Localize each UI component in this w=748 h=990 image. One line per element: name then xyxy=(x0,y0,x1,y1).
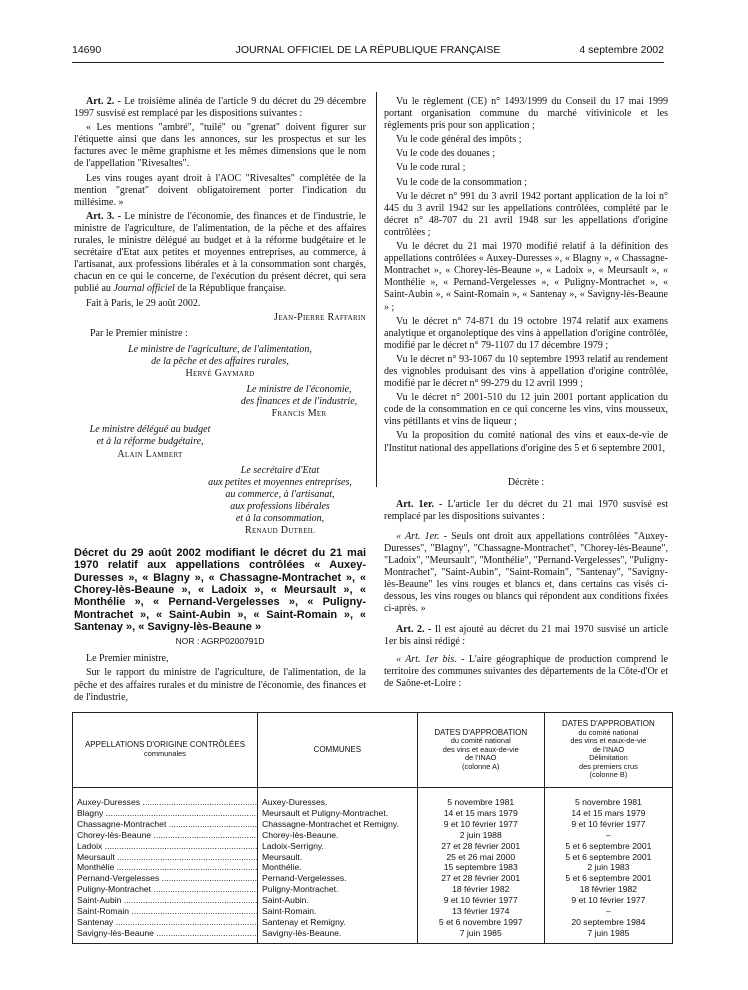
communes-cell: Savigny-lès-Beaune. xyxy=(258,928,418,943)
header-b-l7: (colonne B) xyxy=(589,770,628,780)
communes-cell: Pernand-Vergelesses. xyxy=(258,873,418,884)
sig1-line1: Le ministre de l'agriculture, de l'alimentation, xyxy=(128,343,312,355)
fait-a-paris: Fait à Paris, le 29 août 2002. xyxy=(86,297,201,309)
date-b-cell: 7 juin 1985 xyxy=(544,928,672,943)
communes-cell: Auxey-Duresses. xyxy=(258,788,418,808)
communes-cell: Chassagne-Montrachet et Remigny. xyxy=(258,819,418,830)
visa-5: Vu le code de la consommation ; xyxy=(396,176,528,188)
date-b-cell: – xyxy=(544,830,672,841)
signature-agriculture xyxy=(74,344,366,380)
visa-2: Vu le code général des impôts ; xyxy=(396,134,522,146)
article-3-text: Le ministre de l'économie, des finances et de l'industrie, le ministre de l'agriculture, de l'alimentation, de la pêche et des affaires rurales, le ministre délégué au budget et à la réforme budgétaire et le secrétaire d'Etat aux petites et moyennes entreprises, au commerce, à l'artisanat, aux professions libérales et à la consommation sont chargés, chacun en ce qui le concerne, de l'exécution du présent décret, qui sera publié au xyxy=(74,210,366,295)
article-1-label: Art. 1er. - xyxy=(396,498,443,510)
table-row xyxy=(73,830,673,841)
aoc-cell: Savigny-lès-Beaune ..... xyxy=(77,928,258,938)
table-row xyxy=(73,819,673,830)
header-a-l4: de l'INAO xyxy=(465,753,497,763)
date-a-cell: 9 et 10 février 1977 xyxy=(417,819,544,830)
communes-cell: Meursault. xyxy=(258,852,418,863)
article-2-right-paragraph xyxy=(384,624,668,648)
table-row xyxy=(73,862,673,873)
article-2-label: Art. 2. - xyxy=(86,96,121,107)
article-3-end: de la République française. xyxy=(177,283,287,295)
table-header-row xyxy=(73,713,673,788)
left-column xyxy=(74,96,366,706)
date-b-cell: 18 février 1982 xyxy=(544,884,672,895)
table-row xyxy=(73,873,673,884)
decree-title: Décret du 29 août 2002 modifiant le décret du 21 mai 1970 relatif aux appellations contrôlées « Auxey-Duresses », « Blagny », « Chassagne-Montrachet », « Chorey-lès-Beaune », « Ladoix », « Meursault », « Monthélie », « Pernand-Vergelesses », « Puligny-Montrachet », « Saint-Aubin », « Saint-Romain », « Santenay », « Savigny-lès-Beaune » xyxy=(74,547,366,633)
visa-9: Vu le décret n° 93-1067 du 10 septembre 1993 relatif au rendement des vignobles produisant des vins à appellation d'origine contrôlée, modifié par le décret n° 99-279 du 12 avril 1999 ; xyxy=(384,353,668,390)
communes-cell: Saint-Aubin. xyxy=(258,895,418,906)
date-a-cell: 5 et 6 novembre 1997 xyxy=(417,917,544,928)
date-a-cell: 27 et 28 février 2001 xyxy=(417,873,544,884)
header-aoc-sub: communales xyxy=(144,749,186,758)
article-3-paragraph xyxy=(74,211,366,296)
signature-budget xyxy=(74,424,366,460)
sig1-line2: de la pêche et des affaires rurales, xyxy=(151,355,289,367)
sig2-line1: Le ministre de l'économie, xyxy=(246,384,352,396)
visa-8: Vu le décret n° 74-871 du 19 octobre 1974 relatif aux examens analytique et organoleptique des vins à appellation d'origine contrôlée, modifié par le décret n° 79-1107 du 17 décembre 1979 ; xyxy=(384,315,668,351)
aoc-cell: Meursault ..... xyxy=(77,852,258,862)
visa-11: Vu la proposition du comité national des vins et eaux-de-vie de l'Institut national des appellations d'origine des 5 et 6 septembre 2001, xyxy=(384,430,668,454)
aoc-cell: Blagny ..... xyxy=(77,808,258,818)
signature-secretaire xyxy=(74,465,366,538)
sig3-line1: Le ministre délégué au budget xyxy=(89,424,211,436)
table-row xyxy=(73,884,673,895)
sig4-line4: aux professions libérales xyxy=(230,500,330,512)
date-a-cell: 2 juin 1988 xyxy=(417,830,544,841)
date-a-cell: 5 novembre 1981 xyxy=(417,788,544,808)
right-column xyxy=(384,96,668,692)
header-b-l5: Délimitation xyxy=(589,753,628,763)
article-1-text: L'article 1er du décret du 21 mai 1970 susvisé est remplacé par les dispositions suivantes : xyxy=(384,498,669,522)
aoc-cell: Ladoix ..... xyxy=(77,841,258,851)
date-b-cell: 9 et 10 février 1977 xyxy=(544,895,672,906)
aoc-cell: Chorey-lès-Beaune ..... xyxy=(77,830,258,840)
aoc-cell: Saint-Romain ..... xyxy=(77,906,258,916)
journal-title: JOURNAL OFFICIEL DE LA RÉPUBLIQUE FRANÇAISE xyxy=(235,44,501,56)
date-a-cell: 27 et 28 février 2001 xyxy=(417,841,544,852)
communes-cell: Ladoix-Serrigny. xyxy=(258,841,418,852)
header-a-l5: (colonne A) xyxy=(462,761,500,771)
sig4-line5: et à la consommation, xyxy=(235,513,325,524)
date-a-cell: 15 septembre 1983 xyxy=(417,862,544,873)
nor-reference: NOR : AGRP0200791D xyxy=(175,636,265,647)
appellations-table xyxy=(72,712,673,944)
header-a-l2: du comité national xyxy=(450,736,511,746)
pm-intro xyxy=(74,328,366,340)
date-a-cell: 25 et 26 mai 2000 xyxy=(417,852,544,863)
date-b-cell: – xyxy=(544,906,672,917)
header-aoc xyxy=(73,713,258,788)
header-rule xyxy=(72,62,664,63)
aoc-cell: Monthélie ..... xyxy=(77,862,258,872)
visa-7: Vu le décret du 21 mai 1970 modifié relatif à la définition des appellations contrôlées « Auxey-Duresses », « Blagny », « Chassagne-Montrachet », « Chorey-lès-Beaune », « Ladoix », « Meursault », « Monthélie », « Pernand-Vergelesses », « Puligny-Montrachet », « Saint-Aubin », « Saint-Romain », « Santenay », « Savigny-lès-Beaune » ; xyxy=(384,241,668,313)
article-2-paragraph xyxy=(74,96,366,120)
header-b-l4: de l'INAO xyxy=(592,744,625,754)
page-number: 14690 xyxy=(72,44,102,56)
article-3-label: Art. 3. - xyxy=(86,210,122,222)
table-row xyxy=(73,788,673,808)
header-b-l3: des vins et eaux-de-vie xyxy=(570,736,647,746)
premier-ministre-line: Le Premier ministre, xyxy=(86,653,169,665)
sig4-line3: au commerce, à l'artisanat, xyxy=(225,488,335,500)
decrete: Décrète : xyxy=(507,476,545,488)
date-b-cell: 2 juin 1983 xyxy=(544,862,672,873)
date-a-cell: 13 février 1974 xyxy=(417,906,544,917)
sig4-name: Renaud Dutreil xyxy=(245,525,315,537)
table-row xyxy=(73,906,673,917)
article-2-text: Le troisième alinéa de l'article 9 du décret du 29 décembre 1997 susvisé est remplacé par les dispositions suivantes : xyxy=(74,96,367,120)
visa-1: Vu le règlement (CE) n° 1493/1999 du Conseil du 17 mai 1999 portant organisation commune du marché vitivinicole et les règlements pris pour son application ; xyxy=(384,96,668,132)
date-a-cell: 7 juin 1985 xyxy=(417,928,544,943)
quote-paragraph-2: Les vins rouges ayant droit à l'AOC "Rivesaltes" complétée de la mention "grenat" doivent obligatoirement porter l'indication du millésime. » xyxy=(74,172,366,208)
date-b-cell: 5 et 6 septembre 2001 xyxy=(544,841,672,852)
date-b-cell: 9 et 10 février 1977 xyxy=(544,819,672,830)
table-row xyxy=(73,841,673,852)
header-a-l1: DATES D'APPROBATION xyxy=(434,727,528,737)
signature-economie xyxy=(74,384,366,420)
column-separator xyxy=(376,92,377,487)
sig3-line2: et à la réforme budgétaire, xyxy=(96,436,204,448)
table-row xyxy=(73,895,673,906)
table-row xyxy=(73,928,673,943)
article-1-quote-text: Seuls ont droit aux appellations contrôlées "Auxey-Duresses", "Blagny", "Chassagne-Montrachet", "Chorey-lès-Beaune", "Ladoix", "Meursault", "Monthélie", "Pernand-Vergelesses", "Puligny-Montrachet", "Saint-Aubin", "Saint-Romain", "Santenay", "Savigny-lès-Beaune" les vins rouges et blancs et, dans certains cas visés ci-dessous, les vins rouges ou blancs qui répondent aux conditions fixées ci-après. » xyxy=(384,530,669,615)
visa-4: Vu le code rural ; xyxy=(396,162,466,174)
aoc-cell: Puligny-Montrachet ..... xyxy=(77,884,258,894)
communes-cell: Meursault et Puligny-Montrachet. xyxy=(258,808,418,819)
communes-cell: Puligny-Montrachet. xyxy=(258,884,418,895)
date-a-cell: 9 et 10 février 1977 xyxy=(417,895,544,906)
aoc-cell: Santenay ..... xyxy=(77,917,258,927)
date-b-cell: 20 septembre 1984 xyxy=(544,917,672,928)
journal-officiel-italic: Journal officiel xyxy=(113,283,175,295)
header-b-l2: du comité national xyxy=(578,727,639,737)
rapport-paragraph: Sur le rapport du ministre de l'agriculture, de l'alimentation, de la pêche et des affaires rurales et du ministre de l'économie, des finances et de l'industrie, xyxy=(74,667,366,703)
pm-name: Jean-Pierre Raffarin xyxy=(274,311,366,323)
header-aoc-title: APPELLATIONS D'ORIGINE CONTRÔLÉES xyxy=(84,740,246,750)
communes-cell: Chorey-lès-Beaune. xyxy=(258,830,418,841)
sig3-name: Alain Lambert xyxy=(117,448,183,460)
visa-10: Vu le décret n° 2001-510 du 12 juin 2001 portant application du code de la consommation en ce qui concerne les vins, vins mousseux, vins pétillants et vins de liqueur ; xyxy=(384,392,668,428)
date-a-cell: 18 février 1982 xyxy=(417,884,544,895)
sig4-line1: Le secrétaire d'Etat xyxy=(240,464,320,476)
aoc-cell: Chassagne-Montrachet ..... xyxy=(77,819,258,829)
header-a-l3: des vins et eaux-de-vie xyxy=(442,744,519,754)
communes-cell: Monthélie. xyxy=(258,862,418,873)
date-b-cell: 5 et 6 septembre 2001 xyxy=(544,873,672,884)
date-b-cell: 14 et 15 mars 1979 xyxy=(544,808,672,819)
article-1-quote xyxy=(384,531,668,616)
sig2-name: Francis Mer xyxy=(271,408,327,420)
date-b-cell: 5 novembre 1981 xyxy=(544,788,672,808)
page-header xyxy=(72,44,664,60)
article-1-paragraph xyxy=(384,499,668,523)
pm-signature xyxy=(74,312,366,324)
issue-date: 4 septembre 2002 xyxy=(579,44,664,56)
table-row xyxy=(73,917,673,928)
quote-paragraph-1: « Les mentions "ambré", "tuilé" ou "grenat" doivent figurer sur l'étiquette ainsi que dans les annonces, sur les prospectus et sur les factures avec le même graphisme et les mêmes dimensions que le nom de l'appellation "Rivesaltes". xyxy=(74,122,366,170)
article-1bis-paragraph xyxy=(384,654,668,690)
header-communes-title: COMMUNES xyxy=(313,744,362,754)
header-b-l1: DATES D'APPROBATION xyxy=(561,718,655,728)
header-b-l6: des premiers crus xyxy=(579,761,638,771)
pm-intro-text: Par le Premier ministre : xyxy=(90,327,188,339)
aoc-cell: Pernand-Vergelesses ..... xyxy=(77,873,258,883)
article-2-right-label: Art. 2. - xyxy=(396,623,432,635)
article-1-quote-label: « Art. 1er. - xyxy=(396,530,447,542)
visa-3: Vu le code des douanes ; xyxy=(396,148,496,160)
header-col-b xyxy=(544,713,672,788)
header-communes xyxy=(258,713,418,788)
table-row xyxy=(73,852,673,863)
aoc-cell: Auxey-Duresses ..... xyxy=(77,797,258,807)
header-col-a xyxy=(417,713,544,788)
aoc-cell: Saint-Aubin ..... xyxy=(77,895,258,905)
communes-cell: Santenay et Remigny. xyxy=(258,917,418,928)
article-1bis-text: L'aire géographique de production comprend le territoire des communes suivantes des départements de la Côte-d'Or et de Saône-et-Loire : xyxy=(384,653,668,689)
sig2-line2: des finances et de l'industrie, xyxy=(240,396,358,408)
table-row xyxy=(73,808,673,819)
date-b-cell: 5 et 6 septembre 2001 xyxy=(544,852,672,863)
sig4-line2: aux petites et moyennes entreprises, xyxy=(208,476,352,488)
communes-cell: Saint-Romain. xyxy=(258,906,418,917)
visa-6: Vu le décret n° 991 du 3 avril 1942 portant application de la loi n° 445 du 3 avril 1942 sur les appellations contrôlées, complété par le décret n° 48-707 du 21 avril 1948 sur les appellations d'origine contrôlées ; xyxy=(384,190,668,238)
date-a-cell: 14 et 15 mars 1979 xyxy=(417,808,544,819)
article-1bis-label: « Art. 1er bis. - xyxy=(396,653,465,665)
article-2-right-text: Il est ajouté au décret du 21 mai 1970 susvisé un article 1er bis ainsi rédigé : xyxy=(384,623,669,647)
sig1-name: Hervé Gaymard xyxy=(185,367,255,379)
